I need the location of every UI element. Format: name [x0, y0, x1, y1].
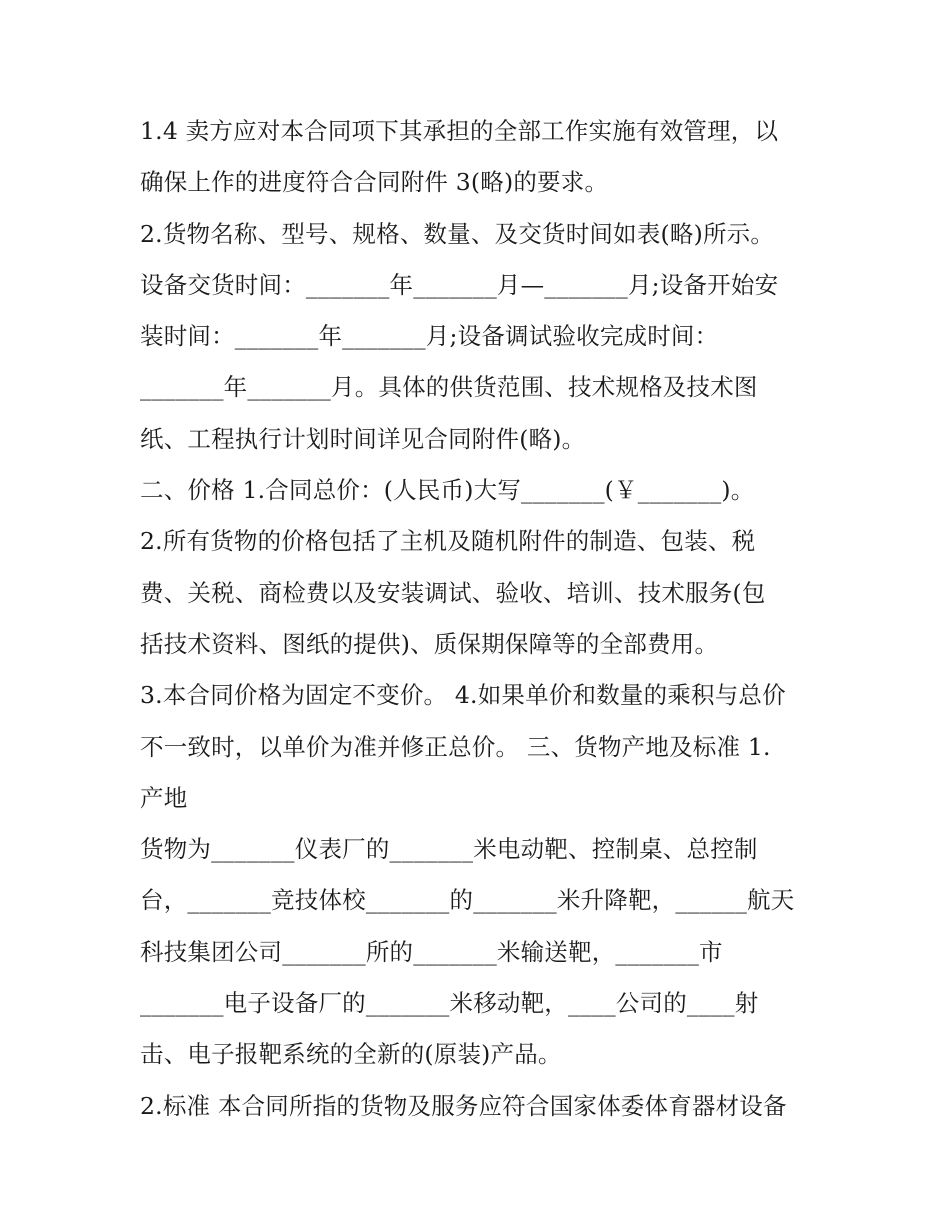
text-line: 2.标准 本合同所指的货物及服务应符合国家体委体育器材设备	[140, 1091, 787, 1120]
text-line: _______年_______月。具体的供货范围、技术规格及技术图	[140, 373, 758, 402]
text-line: 科技集团公司_______所的_______米输送靶，_______市	[140, 937, 723, 966]
text-line: 产地	[140, 783, 188, 812]
text-line: 台，_______竞技体校_______的_______米升降靶，______航天	[140, 886, 795, 915]
text-line: 纸、工程执行计划时间详见合同附件(略)。	[140, 424, 586, 453]
text-line: 2.货物名称、型号、规格、数量、及交货时间如表(略)所示。	[140, 219, 775, 248]
text-line: 括技术资料、图纸的提供)、质保期保障等的全部费用。	[140, 629, 719, 658]
text-line: 货物为_______仪表厂的_______米电动靶、控制桌、总控制	[140, 835, 758, 864]
text-line: 装时间：_______年_______月;设备调试验收完成时间：	[140, 322, 719, 351]
text-line: _______电子设备厂的_______米移动靶，____公司的____射	[140, 989, 759, 1018]
text-line: 不一致时，以单价为准并修正总价。 三、货物产地及标准 1.	[140, 732, 771, 761]
text-line: 费、关税、商检费以及安装调试、验收、培训、技术服务(包	[140, 578, 766, 607]
text-line: 击、电子报靶系统的全新的(原装)产品。	[140, 1040, 562, 1069]
text-line: 2.所有货物的价格包括了主机及随机附件的制造、包装、税	[140, 527, 756, 556]
document-body	[140, 106, 820, 1132]
text-line: 3.本合同价格为固定不变价。 4.如果单价和数量的乘积与总价	[140, 681, 786, 710]
text-line: 1.4 卖方应对本合同项下其承担的全部工作实施有效管理，以	[140, 117, 779, 145]
text-line: 二、价格 1.合同总价：(人民币)大写_______(￥_______)。	[140, 476, 755, 505]
text-line: 设备交货时间：_______年_______月—_______月;设备开始安	[140, 270, 779, 299]
text-line: 确保上作的进度符合合同附件 3(略)的要求。	[140, 168, 609, 197]
